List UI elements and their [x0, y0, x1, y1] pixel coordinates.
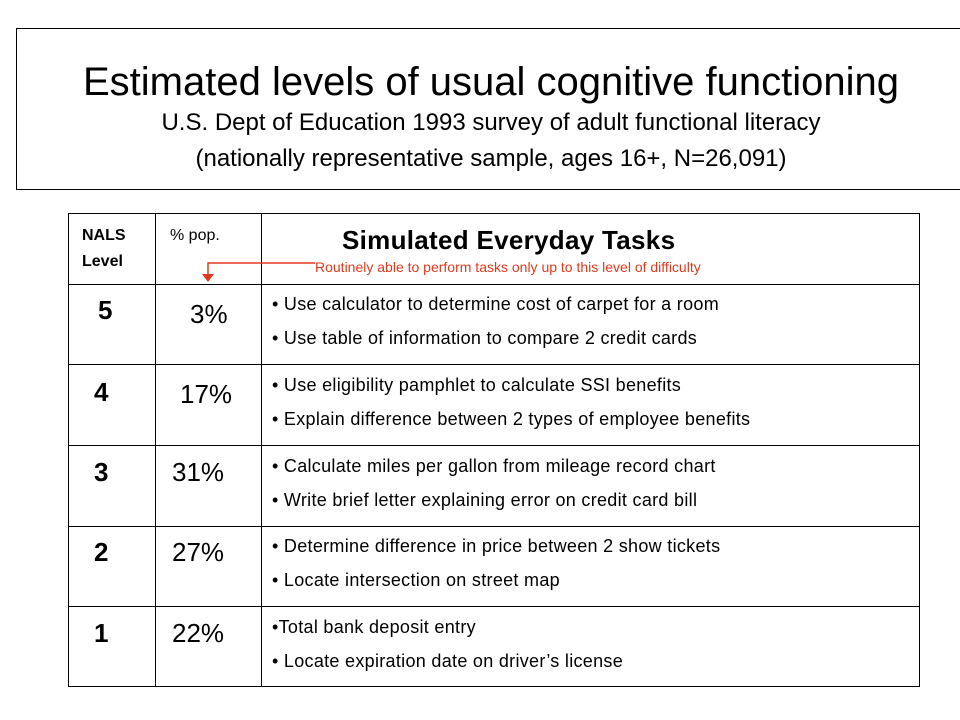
- tasks-difficulty-note: Routinely able to perform tasks only up to this level of difficulty: [315, 259, 701, 275]
- table-divider: [68, 364, 920, 365]
- pct-level-5: 3%: [190, 299, 228, 329]
- task-level-5-b: • Use table of information to compare 2 credit cards: [272, 328, 698, 348]
- note-arrow-icon: [68, 213, 920, 293]
- title-box: [16, 28, 960, 190]
- task-level-4-a: • Use eligibility pamphlet to calculate SSI benefits: [272, 375, 682, 395]
- page-title: Estimated levels of usual cognitive functioning: [82, 60, 899, 104]
- header-nals-label: NALS: [82, 227, 126, 244]
- level-2: 2: [94, 537, 109, 567]
- pct-level-2: 27%: [172, 537, 225, 567]
- task-level-5-a: • Use calculator to determine cost of carpet for a room: [272, 294, 719, 314]
- header-pct-pop: % pop.: [170, 227, 220, 244]
- subtitle-sample: (nationally representative sample, ages 16+, N=26,091): [195, 145, 787, 172]
- task-level-1-a: •Total bank deposit entry: [272, 617, 476, 637]
- pct-level-1: 22%: [172, 618, 225, 648]
- task-level-2-b: • Locate intersection on street map: [272, 570, 560, 590]
- header-level-label: Level: [82, 253, 123, 270]
- table-divider: [68, 445, 920, 446]
- level-1: 1: [94, 618, 109, 648]
- table-divider: [68, 606, 920, 607]
- subtitle-source: U.S. Dept of Education 1993 survey of adult functional literacy: [161, 109, 821, 136]
- task-level-4-b: • Explain difference between 2 types of employee benefits: [272, 409, 751, 429]
- task-level-2-a: • Determine difference in price between 2 show tickets: [272, 536, 721, 556]
- pct-level-4: 17%: [180, 379, 233, 409]
- task-level-1-b: • Locate expiration date on driver’s license: [272, 651, 624, 671]
- task-level-3-b: • Write brief letter explaining error on credit card bill: [272, 490, 698, 510]
- literacy-levels-table: [68, 213, 920, 687]
- level-3: 3: [94, 457, 109, 487]
- level-4: 4: [94, 377, 109, 407]
- header-simulated-tasks: Simulated Everyday Tasks: [342, 225, 676, 255]
- table-border-bottom: [68, 686, 920, 687]
- task-level-3-a: • Calculate miles per gallon from mileage record chart: [272, 456, 716, 476]
- level-5: 5: [98, 295, 113, 325]
- table-divider: [68, 526, 920, 527]
- pct-level-3: 31%: [172, 457, 225, 487]
